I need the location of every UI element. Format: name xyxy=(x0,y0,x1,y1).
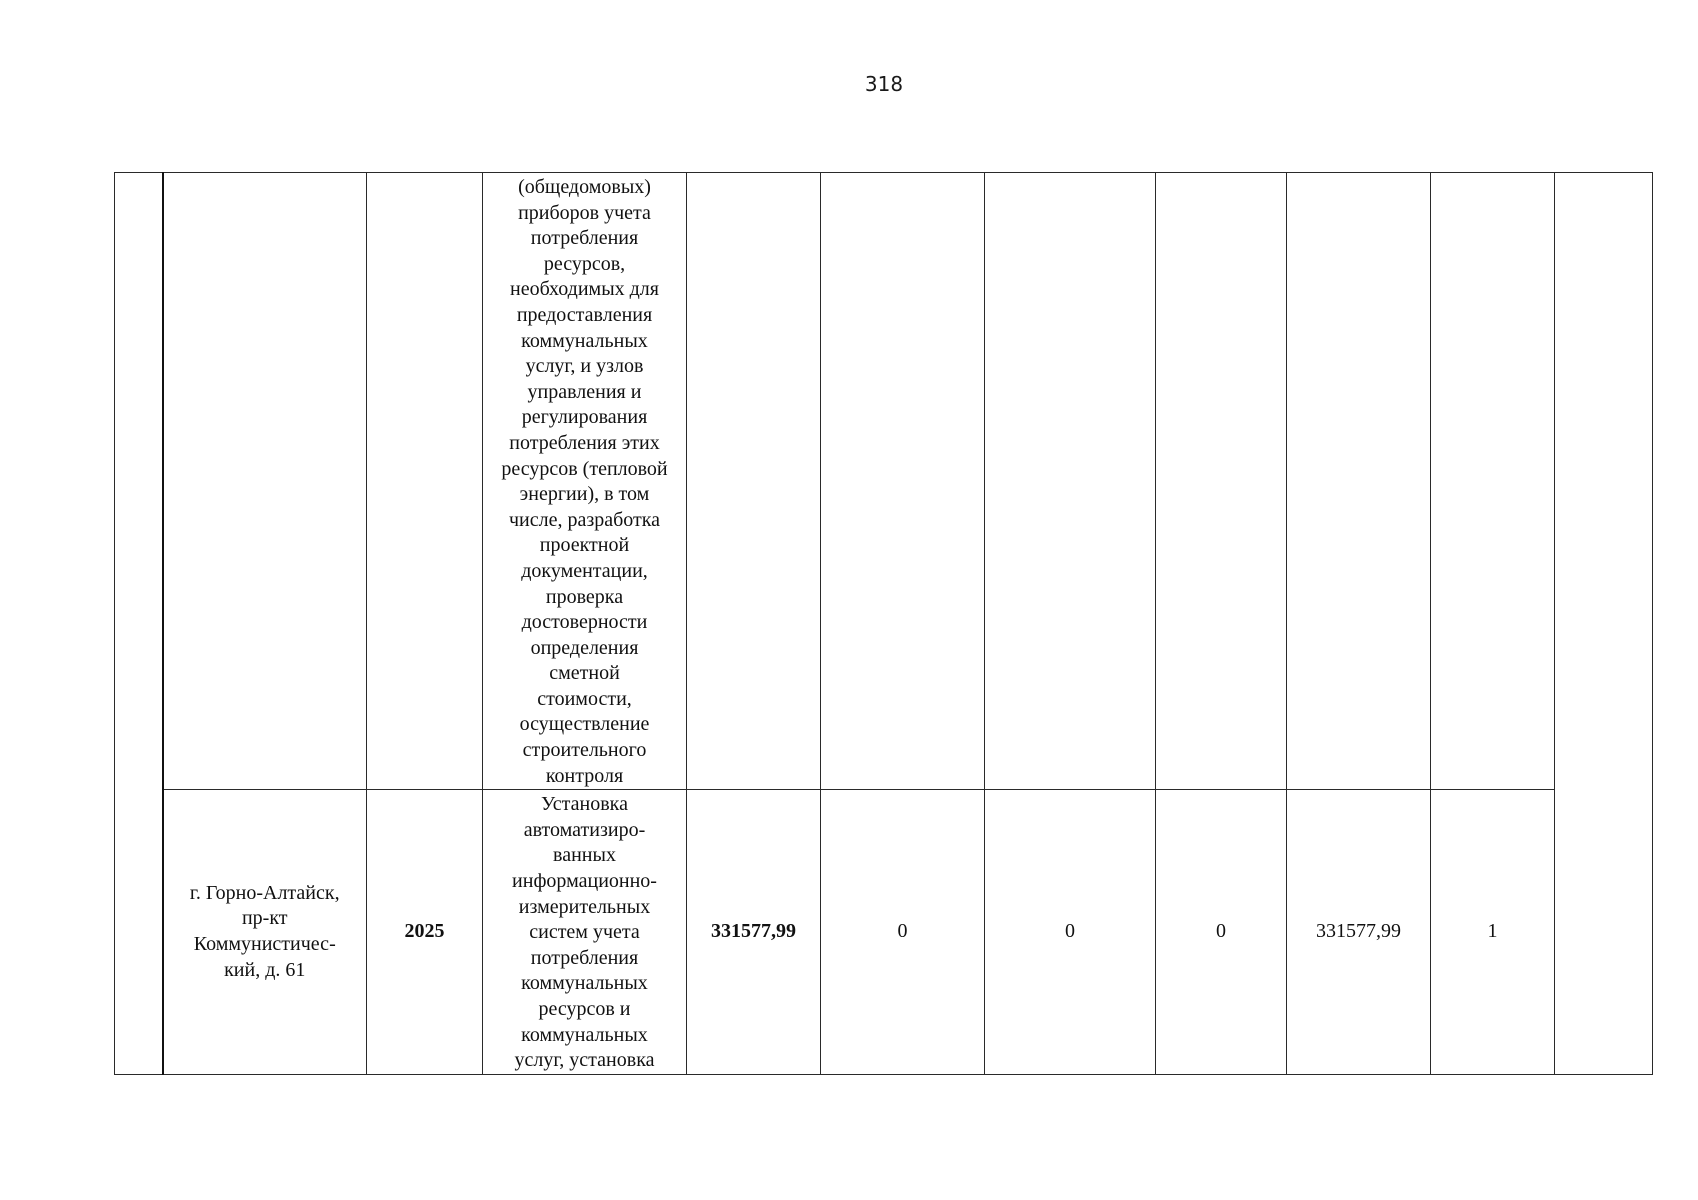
funding-cell-b: 0 xyxy=(985,790,1156,1075)
count-cell xyxy=(1431,173,1555,790)
total-cost-cell xyxy=(687,173,821,790)
year-cell xyxy=(367,173,483,790)
funding-cell-c xyxy=(1156,173,1287,790)
funding-cell-a: 0 xyxy=(821,790,985,1075)
funding-cell-a xyxy=(821,173,985,790)
total-cost-cell: 331577,99 xyxy=(687,790,821,1075)
funding-cell-d: 331577,99 xyxy=(1287,790,1431,1075)
address-cell xyxy=(163,173,367,790)
table-row xyxy=(115,173,1653,790)
count-cell: 1 xyxy=(1431,790,1555,1075)
page-number: 318 xyxy=(864,72,904,96)
funding-cell-d xyxy=(1287,173,1431,790)
work-description-cell: (общедомовых) приборов учета потребления ресурсов, необходимых для предоставления коммунальных услуг, и узлов управления и регулирования потребления этих ресурсов (тепловой энергии), в том числе, разработка проектной документации, проверка достоверности определения сметной стоимости, осуществление строительного контроля xyxy=(483,173,687,790)
funding-cell-c: 0 xyxy=(1156,790,1287,1075)
work-description-cell: Установка автоматизиро- ванных информационно- измерительных систем учета потребления коммунальных ресурсов и коммунальных услуг, установка xyxy=(483,790,687,1075)
address-cell: г. Горно-Алтайск, пр-кт Коммунистичес- кий, д. 61 xyxy=(163,790,367,1075)
year-cell: 2025 xyxy=(367,790,483,1075)
row-number-cell xyxy=(115,173,163,1075)
works-table xyxy=(114,172,1653,1075)
funding-cell-b xyxy=(985,173,1156,790)
last-column-cell xyxy=(1555,173,1653,1075)
table-row xyxy=(115,790,1653,1075)
